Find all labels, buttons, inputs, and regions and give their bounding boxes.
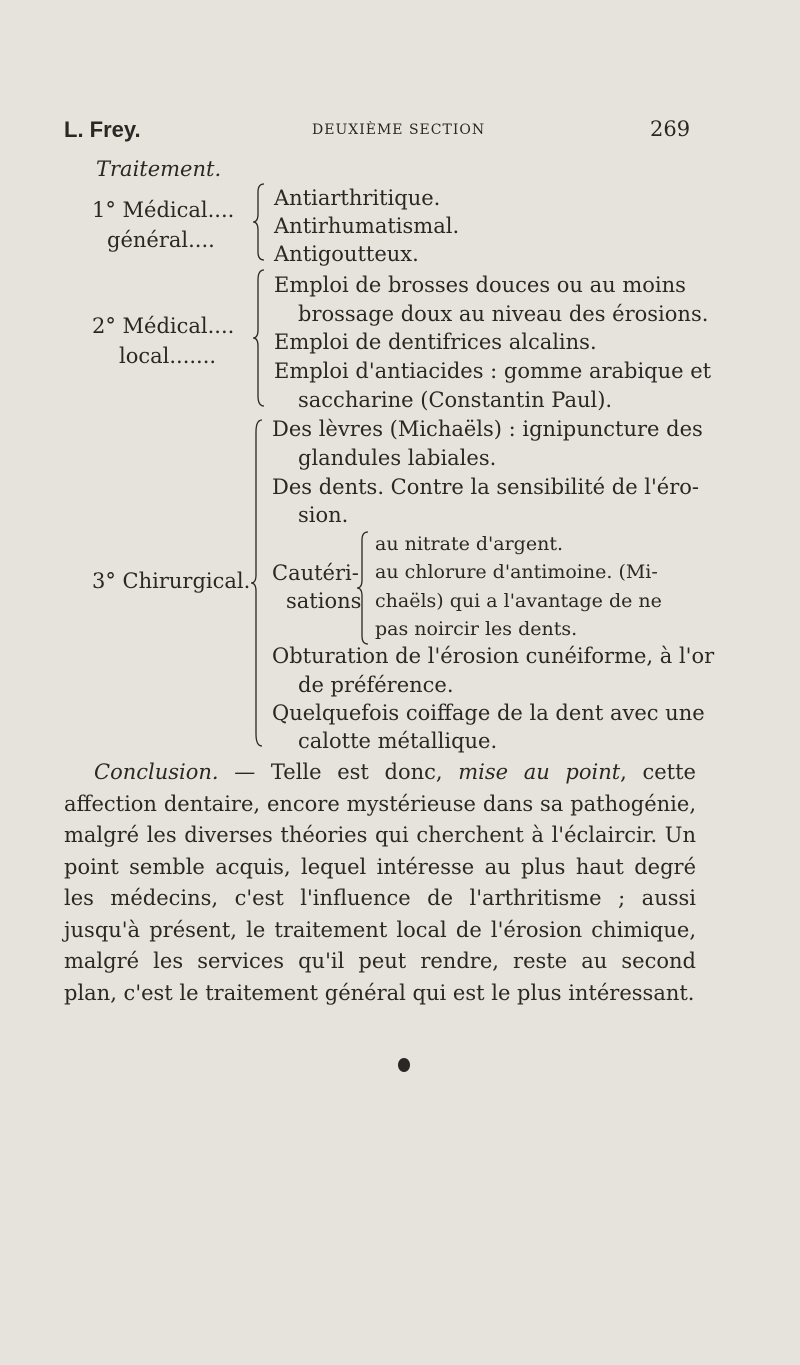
treatment-item-line: saccharine (Constantin Paul).: [298, 388, 613, 412]
conclusion-text: Telle est donc,: [270, 760, 459, 784]
treatment-item-line: Des lèvres (Michaëls) : ignipuncture des: [272, 417, 703, 441]
treatment-item-line: calotte métallique.: [298, 729, 498, 753]
category-medical-local-line1: 2° Médical....: [92, 314, 235, 338]
cauterisation-label-line2: sations: [286, 589, 362, 613]
treatment-item-line: Emploi de brosses douces ou au moins: [274, 273, 686, 297]
conclusion-text: , cette affection dentaire, encore mystérieuse dans sa pathogénie, malgré les diverses théories qui cherchent à l'éclaircir. Un point semble acquis, lequel intéresse au plus haut degré les médecins, c'est l'influence de l'arthritisme ; aussi jusqu'à présent, le traitement local de l'érosion chimique, malgré les services qu'il peut rendre, reste au second plan, c'est le traitement général qui est le plus intéressant.: [64, 760, 696, 1005]
treatment-item: Antigoutteux.: [274, 242, 419, 266]
cauterisation-label-line1: Cautéri-: [272, 561, 359, 585]
conclusion-emphasis: mise au point: [458, 760, 621, 784]
category-medical-local-line2: local.......: [119, 344, 217, 368]
category-medical-general-line2: général....: [107, 228, 215, 252]
category-medical-general-line1: 1° Médical....: [92, 198, 235, 222]
running-header-author: L. Frey.: [64, 117, 141, 142]
treatment-item: Antiarthritique.: [274, 186, 441, 210]
cauterisation-option: au chlorure d'antimoine. (Mi-: [375, 561, 658, 583]
brace-cauterisation: [356, 530, 376, 646]
treatment-item-line: brossage doux au niveau des érosions.: [298, 302, 709, 326]
running-header-section: DEUXIÈME SECTION: [312, 122, 486, 138]
brace-medical-general: [252, 182, 272, 262]
treatment-item: Antirhumatismal.: [274, 214, 460, 238]
treatment-item-line: sion.: [298, 503, 349, 527]
conclusion-label: Conclusion.: [94, 760, 219, 784]
treatment-item-line: de préférence.: [298, 673, 454, 697]
ornament-dot: [398, 1058, 410, 1072]
conclusion-dash: —: [218, 760, 271, 784]
brace-medical-local: [252, 268, 272, 408]
cauterisation-option: chaëls) qui a l'avantage de ne: [375, 590, 662, 612]
conclusion-paragraph: [64, 757, 696, 1009]
treatment-item-line: Obturation de l'érosion cunéiforme, à l'or: [272, 644, 715, 668]
section-heading: Traitement.: [96, 157, 222, 181]
page-number: 269: [650, 117, 691, 141]
treatment-item-line: Emploi d'antiacides : gomme arabique et: [274, 359, 712, 383]
treatment-item: Emploi de dentifrices alcalins.: [274, 330, 597, 354]
cauterisation-option: au nitrate d'argent.: [375, 533, 563, 555]
treatment-item-line: Des dents. Contre la sensibilité de l'éro-: [272, 475, 700, 499]
cauterisation-option: pas noircir les dents.: [375, 618, 578, 640]
treatment-item-line: Quelquefois coiffage de la dent avec une: [272, 701, 705, 725]
brace-surgical: [250, 418, 270, 748]
treatment-item-line: glandules labiales.: [298, 446, 497, 470]
category-surgical: 3° Chirurgical.: [92, 569, 251, 593]
